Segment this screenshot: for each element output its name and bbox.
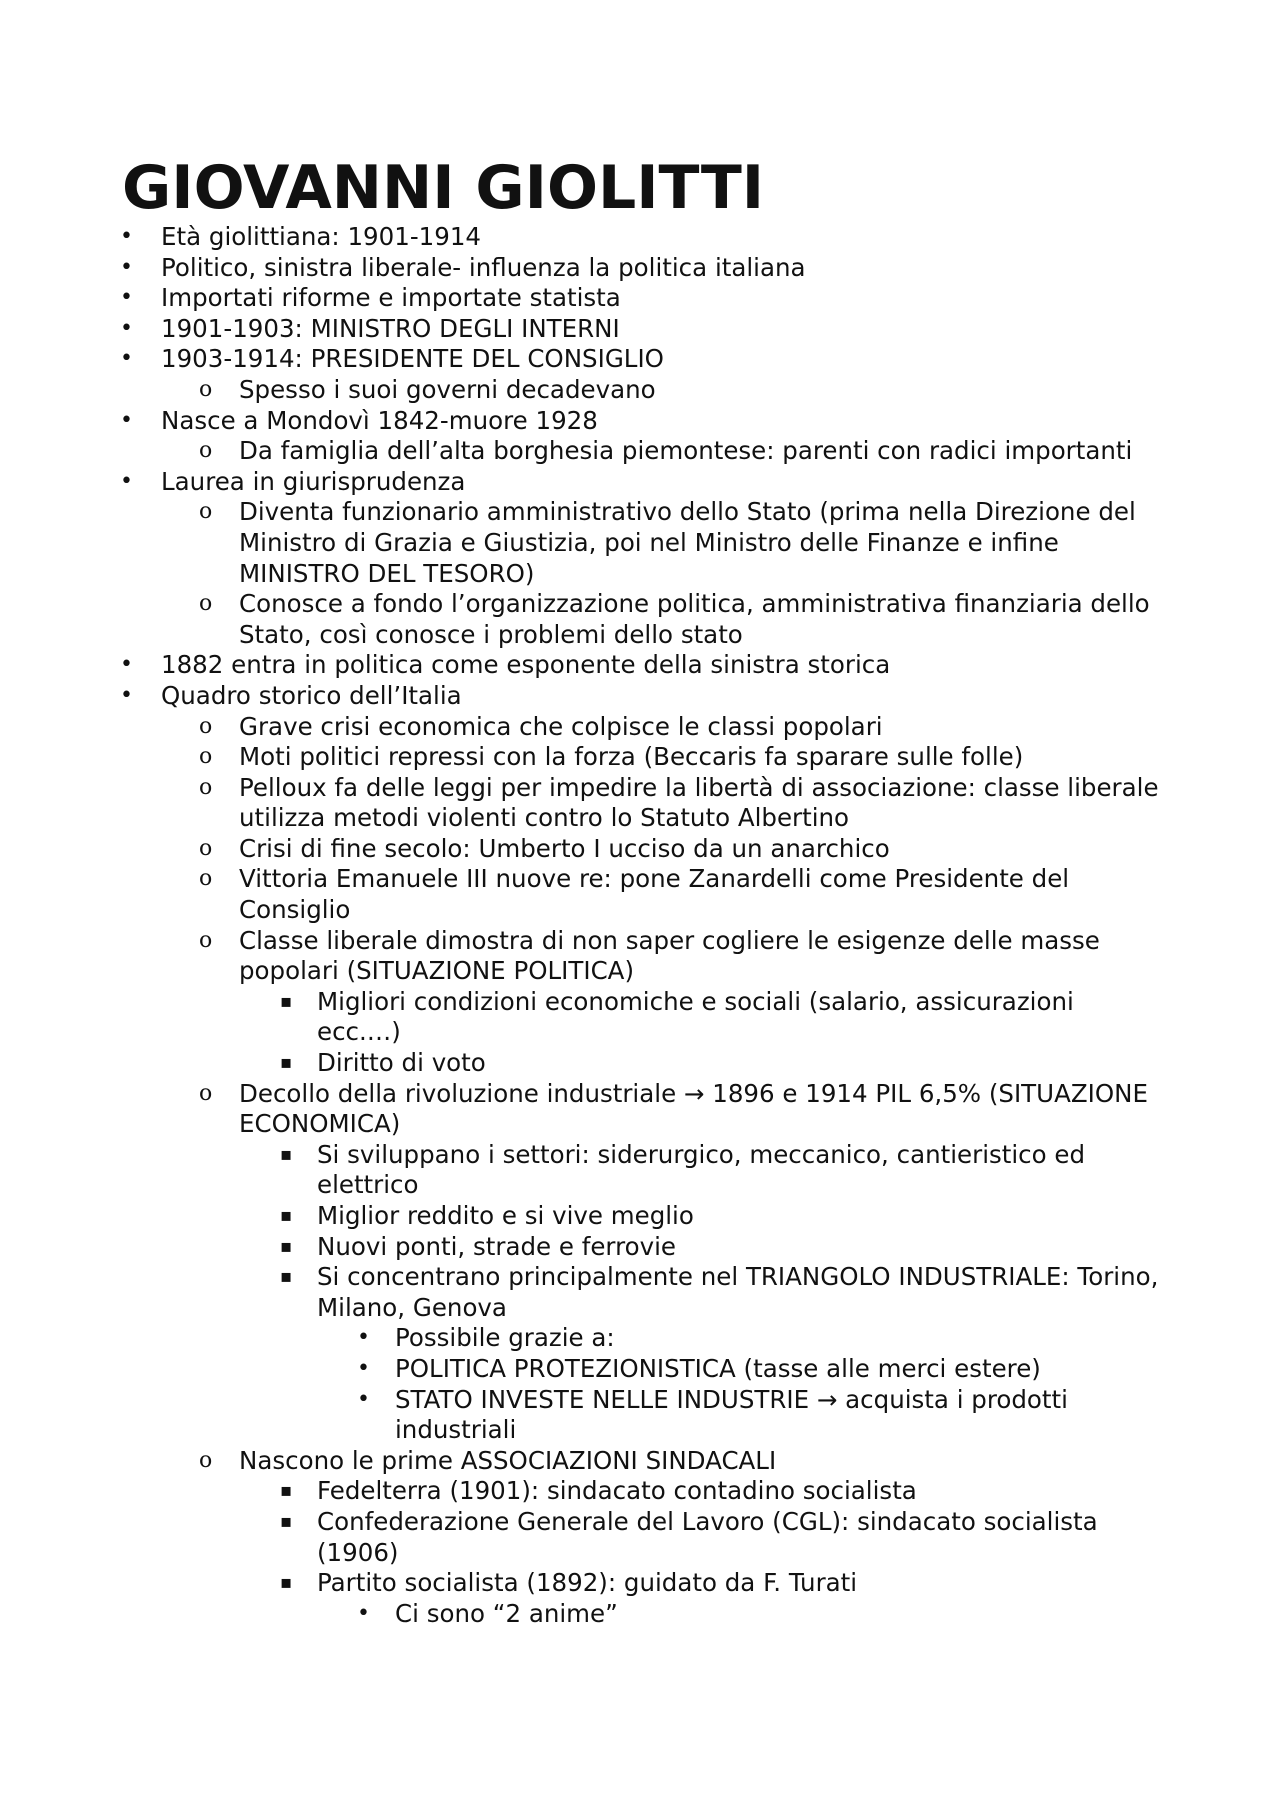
list-item [0, 375, 1161, 406]
bullet-marker: • [357, 1386, 370, 1412]
bullet-marker: ▪ [280, 1205, 293, 1226]
list-item-text: Miglior reddito e si vive meglio [317, 1201, 694, 1230]
bullet-marker: ▪ [280, 990, 293, 1012]
notes-list [0, 222, 1280, 1629]
list-item-text: 1903-1914: PRESIDENTE DEL CONSIGLIO [161, 344, 664, 374]
page-title: GIOVANNI GIOLITTI [122, 153, 765, 223]
bullet-marker: ▪ [280, 1143, 293, 1165]
bullet-marker: • [357, 1325, 370, 1351]
list-item-text: Possibile grazie a: [395, 1323, 615, 1353]
bullet-marker: ▪ [280, 1235, 293, 1257]
bullet-marker: ▪ [280, 1572, 293, 1594]
list-item [0, 926, 1161, 987]
list-item [0, 467, 1161, 498]
bullet-marker: o [199, 927, 213, 953]
list-item-text: Ci sono “2 anime” [395, 1598, 618, 1628]
list-item [0, 406, 1161, 437]
bullet-marker: ▪ [280, 1052, 293, 1074]
list-item-text: Grave crisi economica che colpisce le classi popolari [239, 711, 883, 741]
list-item [0, 1599, 1161, 1630]
list-item-text: Moti politici repressi con la forza (Beccaris fa sparare sulle folle) [239, 742, 1024, 772]
list-item-text: Nuovi ponti, strade e ferrovie [317, 1231, 676, 1261]
list-item [0, 253, 1161, 284]
list-item [0, 1140, 1161, 1201]
list-item-text: Si concentrano principalmente nel TRIANGOLO INDUSTRIALE: Torino, Milano, Genova [317, 1262, 1159, 1322]
bullet-marker: ▪ [280, 1480, 293, 1502]
list-item [0, 589, 1161, 650]
list-item-text: Decollo della rivoluzione industriale → 1896 e 1914 PIL 6,5% (SITUAZIONE ECONOMICA) [239, 1078, 1148, 1139]
bullet-marker: o [199, 438, 213, 464]
bullet-marker: • [120, 407, 133, 433]
list-item-text: Si sviluppano i settori: siderurgico, meccanico, cantieristico ed elettrico [317, 1139, 1086, 1200]
list-item-text: Crisi di fine secolo: Umberto I ucciso da un anarchico [239, 833, 890, 863]
list-item [0, 1201, 1161, 1232]
list-item-text: STATO INVESTE NELLE INDUSTRIE → acquista i prodotti industriali [395, 1384, 1068, 1445]
list-item [0, 283, 1161, 314]
bullet-marker: o [199, 1447, 213, 1473]
list-item [0, 712, 1161, 743]
list-item-text: Migliori condizioni economiche e sociali (salario, assicurazioni ecc.…) [317, 986, 1074, 1047]
bullet-marker: • [120, 682, 133, 708]
list-item [0, 436, 1161, 467]
list-item-text: Da famiglia dell’alta borghesia piemontese: parenti con radici importanti [239, 436, 1133, 466]
list-item-text: Pelloux fa delle leggi per impedire la libertà di associazione: classe liberale utilizza metodi violenti contro lo Statuto Albertino [239, 772, 1159, 833]
list-item [0, 1568, 1161, 1599]
list-item [0, 864, 1161, 925]
list-item [0, 222, 1161, 253]
bullet-marker: • [357, 1355, 370, 1381]
list-item-text: Quadro storico dell’Italia [161, 680, 462, 710]
list-item [0, 314, 1161, 345]
list-item [0, 344, 1161, 375]
bullet-marker: o [199, 499, 213, 525]
bullet-marker: o [199, 866, 213, 892]
list-item [0, 834, 1161, 865]
list-item-text: Diritto di voto [317, 1048, 486, 1078]
list-item [0, 650, 1161, 681]
bullet-marker: • [120, 346, 133, 372]
bullet-marker: • [120, 468, 133, 494]
list-item [0, 1354, 1161, 1385]
list-item [0, 1262, 1161, 1323]
list-item-text: Laurea in giurisprudenza [161, 466, 466, 496]
list-item [0, 987, 1161, 1048]
list-item-text: Diventa funzionario amministrativo dello Stato (prima nella Direzione del Ministro di Grazia e Giustizia, poi nel Ministro delle Finanze e infine MINISTRO DEL TESORO) [239, 497, 1136, 588]
list-item [0, 742, 1161, 773]
list-item [0, 773, 1161, 834]
list-item-text: Fedelterra (1901): sindacato contadino socialista [317, 1476, 917, 1506]
bullet-marker: • [120, 224, 133, 249]
list-item-text: Confederazione Generale del Lavoro (CGL): sindacato socialista (1906) [317, 1506, 1098, 1567]
bullet-marker: o [199, 835, 213, 861]
bullet-marker: o [199, 591, 213, 617]
bullet-marker: o [199, 713, 213, 739]
bullet-marker: • [120, 652, 133, 678]
list-item [0, 681, 1161, 712]
bullet-marker: o [199, 1080, 213, 1106]
bullet-marker: • [120, 315, 133, 341]
list-item-text: Nasce a Mondovì 1842-muore 1928 [161, 405, 598, 435]
bullet-marker: • [357, 1600, 370, 1626]
bullet-marker: o [199, 744, 213, 770]
list-item [0, 1232, 1161, 1263]
list-item [0, 1079, 1161, 1140]
list-item-text: 1901-1903: MINISTRO DEGLI INTERNI [161, 313, 620, 343]
bullet-marker: ▪ [280, 1266, 293, 1288]
list-item [0, 1507, 1161, 1568]
list-item [0, 1446, 1161, 1477]
list-item-text: Partito socialista (1892): guidato da F. Turati [317, 1568, 858, 1598]
list-item-text: Classe liberale dimostra di non saper cogliere le esigenze delle masse popolari (SITUAZIONE POLITICA) [239, 925, 1100, 986]
bullet-marker: • [120, 254, 133, 280]
list-item-text: Vittoria Emanuele III nuove re: pone Zanardelli come Presidente del Consiglio [239, 864, 1070, 925]
bullet-marker: o [199, 376, 213, 402]
list-item-text: Conosce a fondo l’organizzazione politica, amministrativa finanziaria dello Stato, così conosce i problemi dello stato [239, 589, 1150, 649]
bullet-marker: ▪ [280, 1510, 293, 1532]
list-item-text: 1882 entra in politica come esponente della sinistra storica [161, 650, 891, 680]
list-item-text: Politico, sinistra liberale- influenza la politica italiana [161, 252, 806, 282]
list-item-text: Nascono le prime ASSOCIAZIONI SINDACALI [239, 1445, 777, 1475]
bullet-marker: o [199, 774, 213, 800]
list-item-text: Spesso i suoi governi decadevano [239, 374, 656, 404]
list-item [0, 1323, 1161, 1354]
list-item-text: POLITICA PROTEZIONISTICA (tasse alle merci estere) [395, 1353, 1041, 1383]
list-item [0, 1385, 1161, 1446]
list-item [0, 497, 1161, 589]
list-item-text: Importati riforme e importate statista [161, 283, 621, 313]
list-item [0, 1476, 1161, 1507]
list-item-text: Età giolittiana: 1901-1914 [161, 222, 482, 251]
bullet-marker: • [120, 285, 133, 311]
list-item [0, 1048, 1161, 1079]
